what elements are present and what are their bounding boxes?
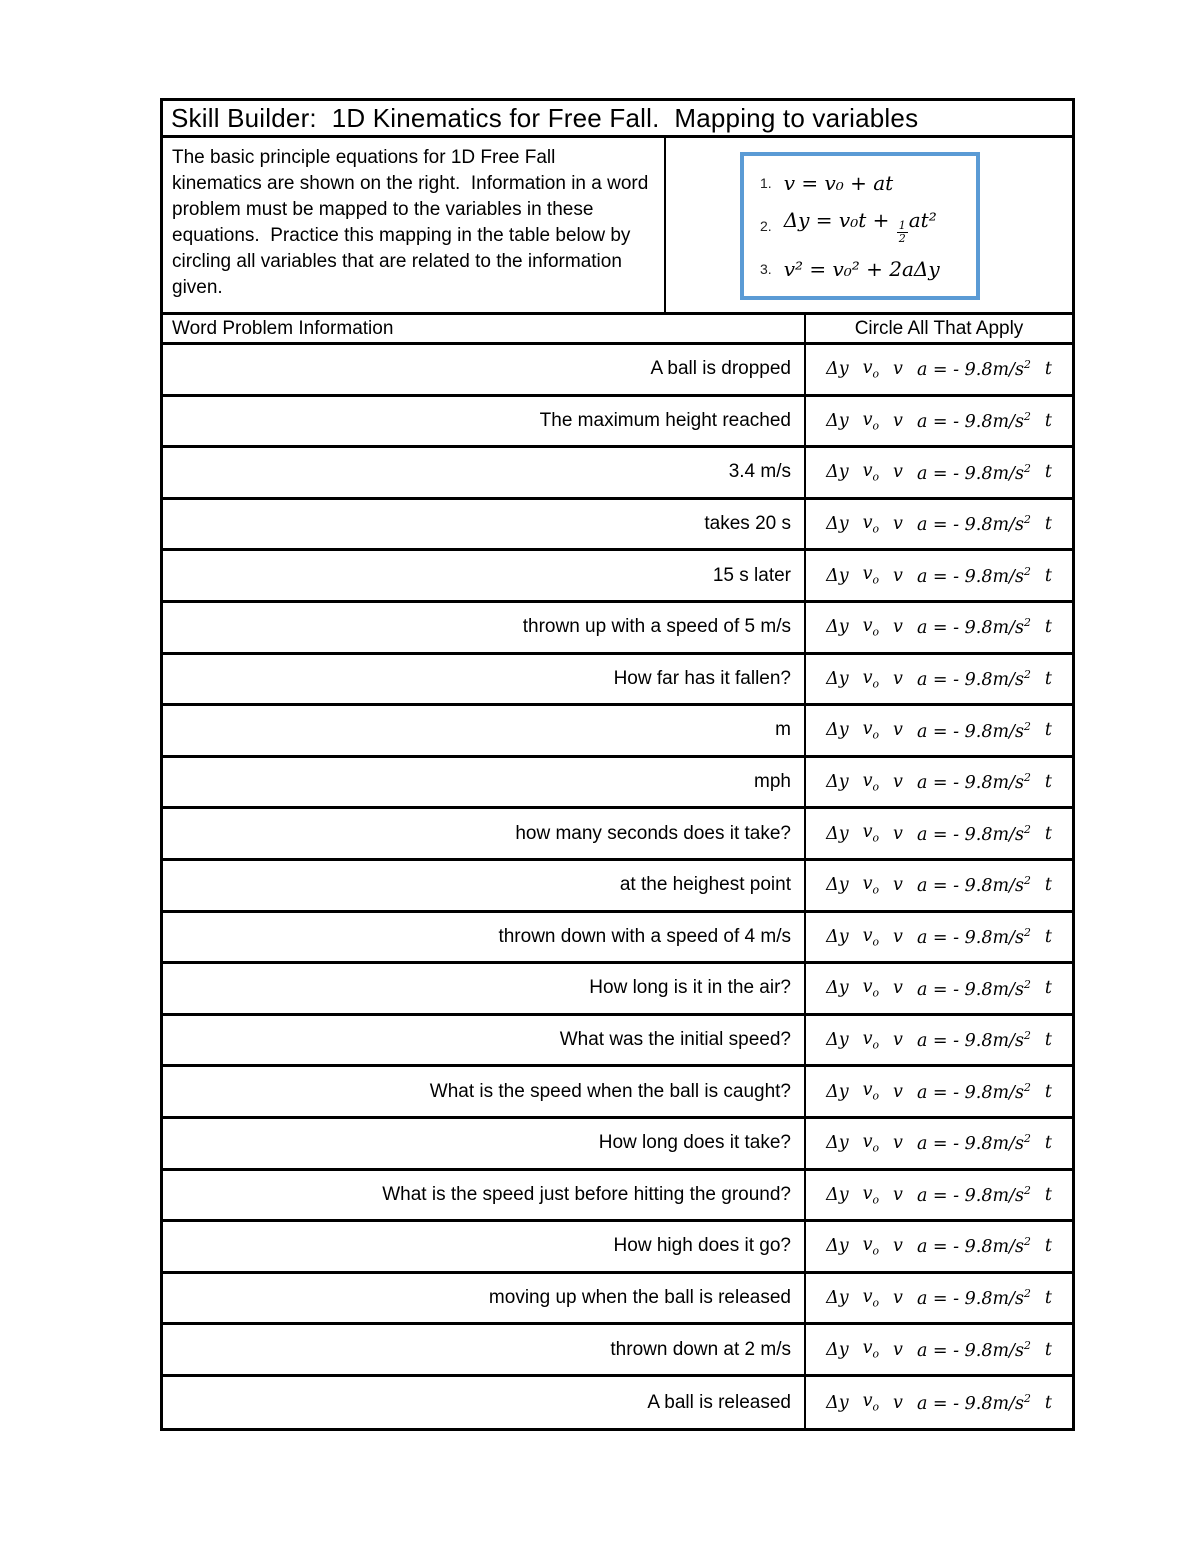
variable-option: Δy xyxy=(826,565,849,586)
row-label: thrown down with a speed of 4 m/s xyxy=(163,913,806,962)
row-label: takes 20 s xyxy=(163,500,806,549)
table-row xyxy=(163,1274,1072,1326)
variable-option: v xyxy=(893,1133,903,1154)
variable-option: v xyxy=(893,1236,903,1257)
variable-option: Δy xyxy=(826,1184,849,1205)
variable-option: v xyxy=(893,410,903,431)
variable-option: a = - $9.8m/s^2$ xyxy=(916,1391,1031,1414)
table-row xyxy=(163,345,1072,397)
row-label: thrown up with a speed of 5 m/s xyxy=(163,603,806,652)
variable-option: t xyxy=(1044,875,1052,896)
variable-option: $v_o$ xyxy=(862,770,880,794)
variable-option: t xyxy=(1044,514,1052,535)
variable-option: Δy xyxy=(826,668,849,689)
variable-option: t xyxy=(1044,1236,1052,1257)
variable-option: a = - $9.8m/s^2$ xyxy=(916,719,1031,742)
variable-option: a = - $9.8m/s^2$ xyxy=(916,874,1031,897)
variable-options xyxy=(806,500,1072,549)
variable-options xyxy=(806,655,1072,704)
row-label: How far has it fallen? xyxy=(163,655,806,704)
variable-option: t xyxy=(1044,926,1052,947)
variable-options xyxy=(806,1274,1072,1323)
variable-options xyxy=(806,964,1072,1013)
row-label: at the heighest point xyxy=(163,861,806,910)
row-label: A ball is dropped xyxy=(163,345,806,394)
variable-option: v xyxy=(893,720,903,741)
variable-option: t xyxy=(1044,668,1052,689)
row-label: thrown down at 2 m/s xyxy=(163,1325,806,1374)
variable-option: $v_o$ xyxy=(862,409,880,433)
variable-options xyxy=(806,345,1072,394)
table-row xyxy=(163,861,1072,913)
variable-option: t xyxy=(1044,359,1052,380)
variable-option: a = - $9.8m/s^2$ xyxy=(916,1029,1031,1051)
variable-option: v xyxy=(893,772,903,793)
row-label: moving up when the ball is released xyxy=(163,1274,806,1323)
row-label: What is the speed when the ball is caught? xyxy=(163,1067,806,1116)
variable-option: v xyxy=(893,1287,903,1308)
variable-option: Δy xyxy=(826,720,849,741)
variable-option: $v_o$ xyxy=(862,1286,880,1310)
variable-options xyxy=(806,1016,1072,1065)
table-row xyxy=(163,758,1072,810)
column-header-word-problem: Word Problem Information xyxy=(163,315,806,342)
variable-option: t xyxy=(1044,978,1052,999)
variable-option: Δy xyxy=(826,1081,849,1102)
variable-option: v xyxy=(893,462,903,483)
equation-1 xyxy=(760,171,970,195)
variable-option: t xyxy=(1044,1184,1052,1205)
variable-option: $v_o$ xyxy=(862,461,880,484)
word-problem-rows xyxy=(163,345,1072,1428)
equation-panel xyxy=(666,138,1072,312)
variable-option: t xyxy=(1044,617,1052,638)
variable-option: a = - $9.8m/s^2$ xyxy=(916,564,1031,587)
table-row xyxy=(163,1016,1072,1068)
variable-option: t xyxy=(1044,462,1052,483)
equation-box xyxy=(740,152,980,300)
table-row xyxy=(163,1119,1072,1171)
variable-option: $v_o$ xyxy=(862,1183,880,1207)
variable-option: t xyxy=(1044,1030,1052,1051)
variable-option: a = - $9.8m/s^2$ xyxy=(916,616,1031,639)
worksheet-sheet xyxy=(160,98,1075,1431)
variable-option: v xyxy=(893,1184,903,1205)
variable-options xyxy=(806,1067,1072,1116)
variable-option: t xyxy=(1044,823,1052,844)
variable-option: v xyxy=(893,875,903,896)
variable-option: t xyxy=(1044,1339,1052,1360)
variable-option: a = - $9.8m/s^2$ xyxy=(916,925,1031,948)
row-label: 3.4 m/s xyxy=(163,448,806,497)
table-row xyxy=(163,913,1072,965)
variable-option: a = - $9.8m/s^2$ xyxy=(916,1338,1031,1361)
variable-option: Δy xyxy=(826,1133,849,1154)
variable-option: a = - $9.8m/s^2$ xyxy=(916,1183,1031,1206)
variable-option: Δy xyxy=(826,772,849,793)
table-row xyxy=(163,706,1072,758)
variable-option: a = - $9.8m/s^2$ xyxy=(916,513,1031,535)
table-row xyxy=(163,809,1072,861)
variable-option: $v_o$ xyxy=(862,667,880,691)
variable-option: a = - $9.8m/s^2$ xyxy=(916,1235,1031,1258)
table-header-row xyxy=(163,315,1072,345)
row-label: The maximum height reached xyxy=(163,397,806,446)
variable-option: a = - $9.8m/s^2$ xyxy=(916,358,1031,381)
variable-option: Δy xyxy=(826,823,849,844)
variable-options xyxy=(806,1325,1072,1374)
table-row xyxy=(163,551,1072,603)
intro-paragraph: The basic principle equations for 1D Free Fall kinematics are shown on the right. Information in a word problem must be mapped to the variables in these equations. Practice this mapping in the table below by circling all variables that are related to the information given. xyxy=(163,138,666,312)
page-title: Skill Builder: 1D Kinematics for Free Fall. Mapping to variables xyxy=(163,101,1072,138)
variable-option: v xyxy=(893,617,903,638)
row-label: A ball is released xyxy=(163,1377,806,1429)
variable-option: v xyxy=(893,978,903,999)
variable-options xyxy=(806,861,1072,910)
variable-option: $v_o$ xyxy=(862,925,880,949)
variable-options xyxy=(806,397,1072,446)
variable-option: a = - $9.8m/s^2$ xyxy=(916,1132,1031,1155)
variable-option: Δy xyxy=(826,1392,849,1413)
variable-option: $v_o$ xyxy=(862,873,880,897)
variable-option: t xyxy=(1044,1287,1052,1308)
equation-formula: v = v₀ + at xyxy=(783,170,894,195)
intro-section xyxy=(163,138,1072,315)
row-label: How long does it take? xyxy=(163,1119,806,1168)
variable-options xyxy=(806,913,1072,962)
table-row xyxy=(163,1067,1072,1119)
variable-option: v xyxy=(893,514,903,535)
table-row xyxy=(163,500,1072,552)
variable-options xyxy=(806,758,1072,807)
variable-option: $v_o$ xyxy=(862,1338,880,1361)
variable-option: a = - $9.8m/s^2$ xyxy=(916,667,1031,690)
variable-option: $v_o$ xyxy=(862,564,880,587)
variable-option: $v_o$ xyxy=(862,512,880,536)
variable-option: Δy xyxy=(826,1287,849,1308)
variable-option: v xyxy=(893,565,903,586)
row-label: 15 s later xyxy=(163,551,806,600)
variable-option: v xyxy=(893,1030,903,1051)
variable-option: t xyxy=(1044,1133,1052,1154)
row-label: What is the speed just before hitting the ground? xyxy=(163,1171,806,1220)
variable-option: $v_o$ xyxy=(862,1391,880,1414)
variable-option: a = - $9.8m/s^2$ xyxy=(916,977,1031,1000)
row-label: How high does it go? xyxy=(163,1222,806,1271)
variable-option: $v_o$ xyxy=(862,977,880,1000)
variable-options xyxy=(806,1119,1072,1168)
variable-option: t xyxy=(1044,565,1052,586)
variable-option: Δy xyxy=(826,617,849,638)
table-row xyxy=(163,1222,1072,1274)
table-row xyxy=(163,397,1072,449)
variable-option: t xyxy=(1044,1392,1052,1413)
table-row xyxy=(163,603,1072,655)
variable-option: Δy xyxy=(826,875,849,896)
equation-formula: Δy = v₀t + $\frac{1}{2}$ at² xyxy=(783,207,937,245)
variable-option: a = - $9.8m/s^2$ xyxy=(916,461,1031,484)
variable-options xyxy=(806,448,1072,497)
variable-option: v xyxy=(893,1392,903,1413)
variable-option: Δy xyxy=(826,462,849,483)
variable-option: $v_o$ xyxy=(862,616,880,639)
variable-option: t xyxy=(1044,720,1052,741)
variable-option: $v_o$ xyxy=(862,1028,880,1052)
variable-options xyxy=(806,706,1072,755)
variable-option: a = - $9.8m/s^2$ xyxy=(916,1080,1031,1103)
variable-option: v xyxy=(893,823,903,844)
row-label: mph xyxy=(163,758,806,807)
variable-option: t xyxy=(1044,772,1052,793)
table-row xyxy=(163,1171,1072,1223)
table-row xyxy=(163,1377,1072,1429)
table-row xyxy=(163,655,1072,707)
variable-option: t xyxy=(1044,1081,1052,1102)
variable-option: Δy xyxy=(826,359,849,380)
variable-options xyxy=(806,1171,1072,1220)
variable-option: $v_o$ xyxy=(862,822,880,845)
table-row xyxy=(163,448,1072,500)
variable-option: Δy xyxy=(826,410,849,431)
variable-option: Δy xyxy=(826,926,849,947)
row-label: How long is it in the air? xyxy=(163,964,806,1013)
variable-options xyxy=(806,603,1072,652)
row-label: What was the initial speed? xyxy=(163,1016,806,1065)
variable-option: a = - $9.8m/s^2$ xyxy=(916,409,1031,432)
variable-option: v xyxy=(893,926,903,947)
variable-option: Δy xyxy=(826,1339,849,1360)
equation-formula: v² = v₀² + 2aΔy xyxy=(783,257,940,282)
variable-options xyxy=(806,1377,1072,1429)
equation-number: 1. xyxy=(760,174,772,191)
variable-option: Δy xyxy=(826,514,849,535)
table-row xyxy=(163,964,1072,1016)
variable-option: v xyxy=(893,359,903,380)
column-header-circle-all: Circle All That Apply xyxy=(854,317,1024,339)
variable-option: $v_o$ xyxy=(862,358,880,381)
variable-option: v xyxy=(893,1081,903,1102)
table-row xyxy=(163,1325,1072,1377)
equation-number: 3. xyxy=(760,261,772,278)
variable-option: a = - $9.8m/s^2$ xyxy=(916,771,1031,793)
variable-option: $v_o$ xyxy=(862,1080,880,1103)
row-label: how many seconds does it take? xyxy=(163,809,806,858)
variable-option: $v_o$ xyxy=(862,1235,880,1258)
variable-option: v xyxy=(893,668,903,689)
variable-option: a = - $9.8m/s^2$ xyxy=(916,822,1031,845)
variable-option: v xyxy=(893,1339,903,1360)
variable-option: Δy xyxy=(826,1030,849,1051)
variable-option: t xyxy=(1044,410,1052,431)
variable-option: $v_o$ xyxy=(862,719,880,742)
variable-options xyxy=(806,809,1072,858)
equation-3 xyxy=(760,257,970,281)
variable-option: $v_o$ xyxy=(862,1131,880,1155)
variable-options xyxy=(806,551,1072,600)
variable-option: a = - $9.8m/s^2$ xyxy=(916,1287,1031,1309)
equation-number: 2. xyxy=(760,217,772,234)
row-label: m xyxy=(163,706,806,755)
variable-options xyxy=(806,1222,1072,1271)
equation-2 xyxy=(760,208,970,245)
variable-option: Δy xyxy=(826,978,849,999)
variable-option: Δy xyxy=(826,1236,849,1257)
